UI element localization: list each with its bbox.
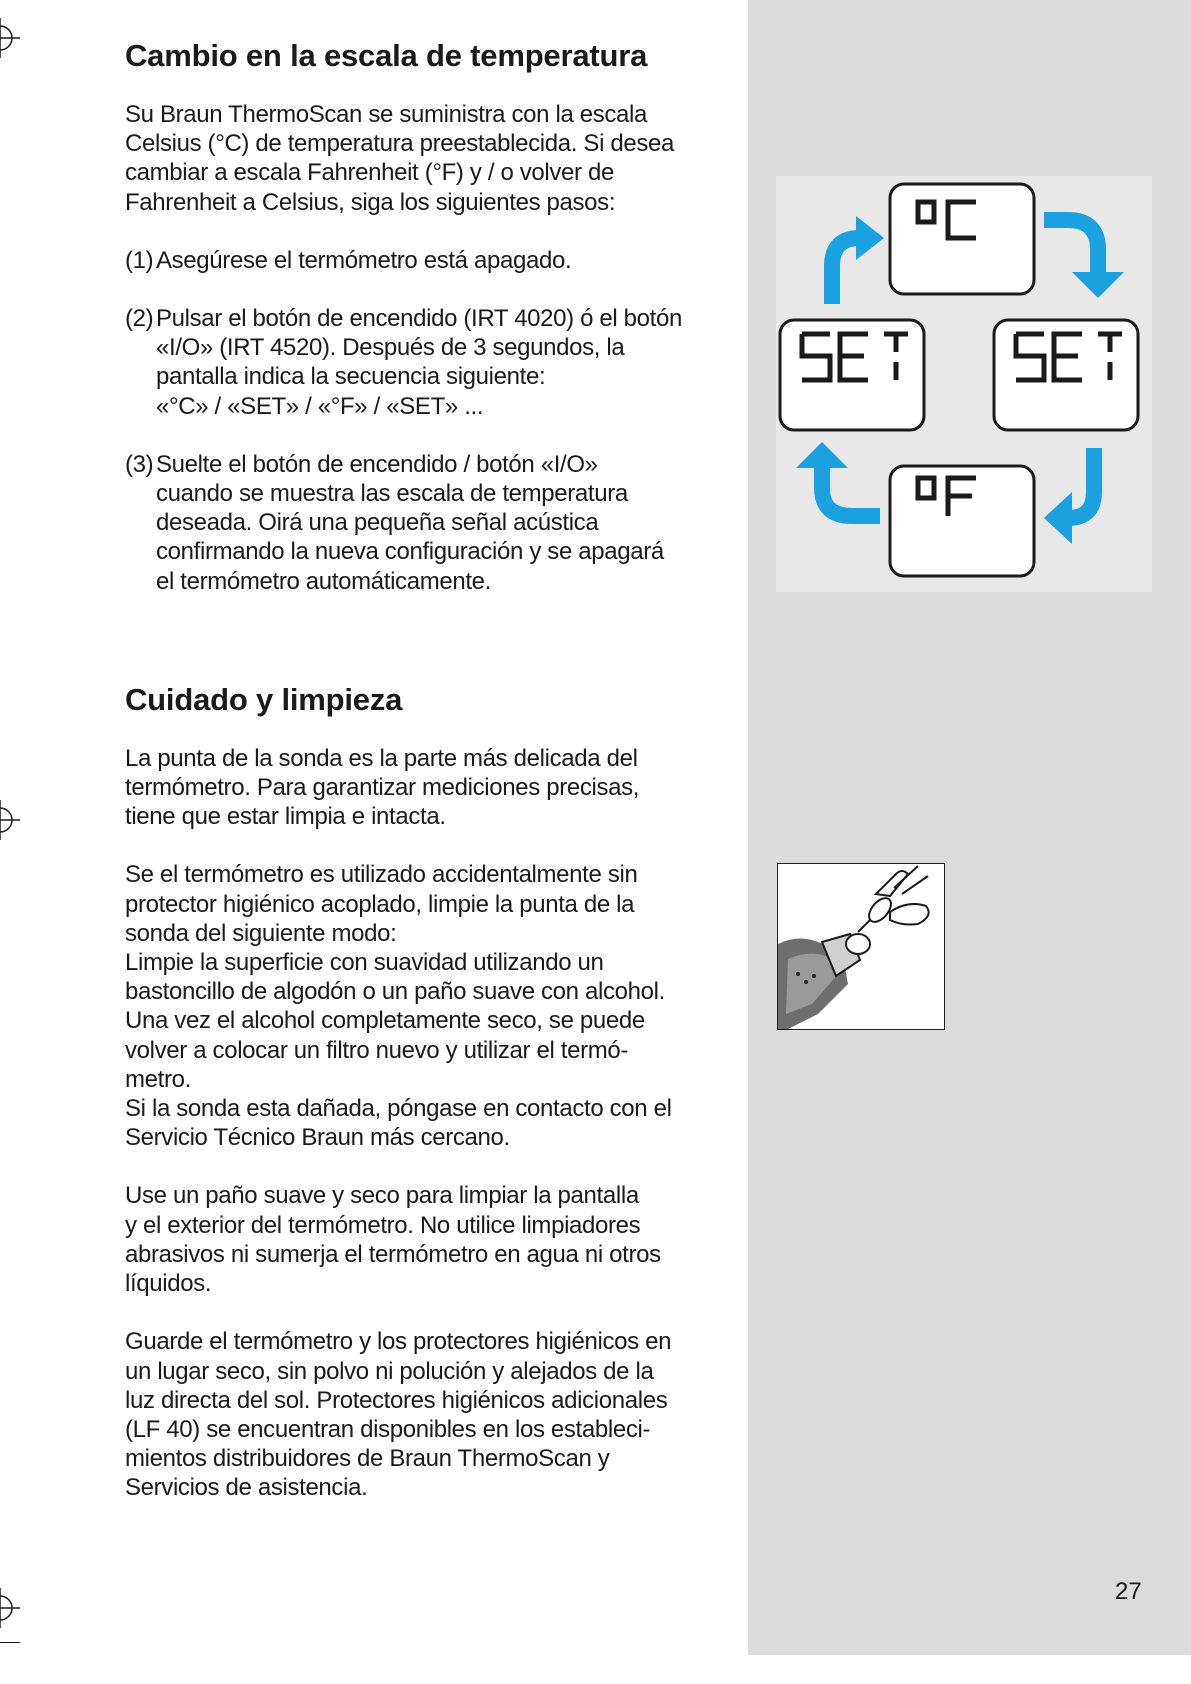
text-line: un lugar seco, sin polvo ni polución y alejados de la [125, 1357, 654, 1385]
text-line: termómetro. Para garantizar mediciones precisas, [125, 774, 640, 802]
section-title-temperature-scale: Cambio en la escala de temperatura [125, 38, 648, 73]
text-line: metro. [125, 1065, 191, 1093]
step-number: (1) [125, 246, 154, 274]
text-line: Su Braun ThermoScan se suministra con la escala [125, 101, 648, 128]
text-line: cambiar a escala Fahrenheit (°F) y / o volver de [125, 159, 615, 187]
intro-paragraph [125, 100, 725, 217]
text-line: Servicios de asistencia. [125, 1474, 368, 1502]
text-line: luz directa del sol. Protectores higiénicos adicionales [125, 1386, 668, 1414]
text-line: Use un paño suave y seco para limpiar la pantalla [125, 1182, 639, 1210]
display-set-left [780, 320, 924, 430]
arrow-right-to-bottom [1044, 448, 1094, 544]
text-line: Fahrenheit a Celsius, siga los siguientes pasos: [125, 188, 616, 216]
care-paragraph-1 [125, 744, 725, 832]
text-line: La punta de la sonda es la parte más delicada del [125, 744, 638, 772]
step-number: (2) [125, 305, 154, 333]
text-line: cuando se muestra las escala de temperatura [156, 480, 628, 508]
text-line: mientos distribuidores de Braun ThermoScan y [125, 1445, 610, 1473]
text-line: Si la sonda esta dañada, póngase en contacto con el [125, 1095, 672, 1123]
text-line: protector higiénico acoplado, limpie la punta de la [125, 890, 635, 918]
text-line: Asegúrese el termómetro está apagado. [156, 246, 572, 274]
registration-mark-icon [0, 18, 20, 58]
text-line: Una vez el alcohol completamente seco, se puede [125, 1007, 645, 1035]
text-line: Se el termómetro es utilizado accidentalmente sin [125, 861, 638, 889]
text-line: pantalla indica la secuencia siguiente: [156, 363, 546, 391]
step-2 [125, 304, 725, 421]
section-title-care-cleaning: Cuidado y limpieza [125, 681, 403, 717]
arrow-left-to-top [832, 216, 884, 304]
text-line: el termómetro automáticamente. [156, 567, 491, 595]
display-set-right [994, 320, 1138, 430]
probe-cleaning-figure [777, 863, 945, 1030]
text-line: abrasivos ni sumerja el termómetro en agua ni otros [125, 1240, 661, 1268]
text-line: «I/O» (IRT 4520). Después de 3 segundos, la [156, 334, 625, 362]
care-paragraph-2 [125, 860, 725, 1152]
main-text-column [125, 36, 725, 1503]
display-fahrenheit [890, 466, 1034, 576]
step-1 [125, 246, 725, 275]
arrow-top-to-right [1044, 220, 1124, 298]
text-line: Pulsar el botón de encendido (IRT 4020) ó el botón [156, 305, 682, 333]
registration-mark-icon [0, 1588, 20, 1628]
probe-cleaning-illustration [778, 864, 944, 1029]
crop-mark [0, 1642, 20, 1643]
step-number: (3) [125, 450, 154, 478]
display-sequence-diagram [776, 176, 1152, 592]
text-line: líquidos. [125, 1270, 212, 1298]
text-line: Suelte el botón de encendido / botón «I/O» [156, 450, 598, 478]
text-line: volver a colocar un filtro nuevo y utilizar el termó- [125, 1036, 628, 1064]
text-line: confirmando la nueva configuración y se apagará [156, 538, 664, 566]
display-sequence-figure [776, 176, 1152, 592]
text-line: Guarde el termómetro y los protectores higiénicos en [125, 1328, 672, 1356]
step-3 [125, 450, 725, 596]
text-line: «°C» / «SET» / «°F» / «SET» ... [156, 392, 484, 420]
text-line: tiene que estar limpia e intacta. [125, 803, 446, 831]
text-line: bastoncillo de algodón o un paño suave con alcohol. [125, 978, 665, 1006]
text-line: Limpie la superficie con suavidad utilizando un [125, 949, 604, 977]
care-paragraph-3 [125, 1181, 725, 1298]
page-number: 27 [1115, 1578, 1142, 1605]
text-line: Celsius (°C) de temperatura preestablecida. Si desea [125, 130, 675, 158]
text-line: sonda del siguiente modo: [125, 919, 397, 947]
registration-mark-icon [0, 800, 20, 840]
text-line: Servicio Técnico Braun más cercano. [125, 1124, 510, 1152]
care-paragraph-4 [125, 1327, 725, 1502]
arrow-bottom-to-left [796, 442, 880, 516]
text-line: (LF 40) se encuentran disponibles en los estableci- [125, 1415, 651, 1443]
text-line: deseada. Oirá una pequeña señal acústica [156, 509, 599, 537]
text-line: y el exterior del termómetro. No utilice limpiadores [125, 1211, 641, 1239]
display-celsius [890, 184, 1034, 294]
